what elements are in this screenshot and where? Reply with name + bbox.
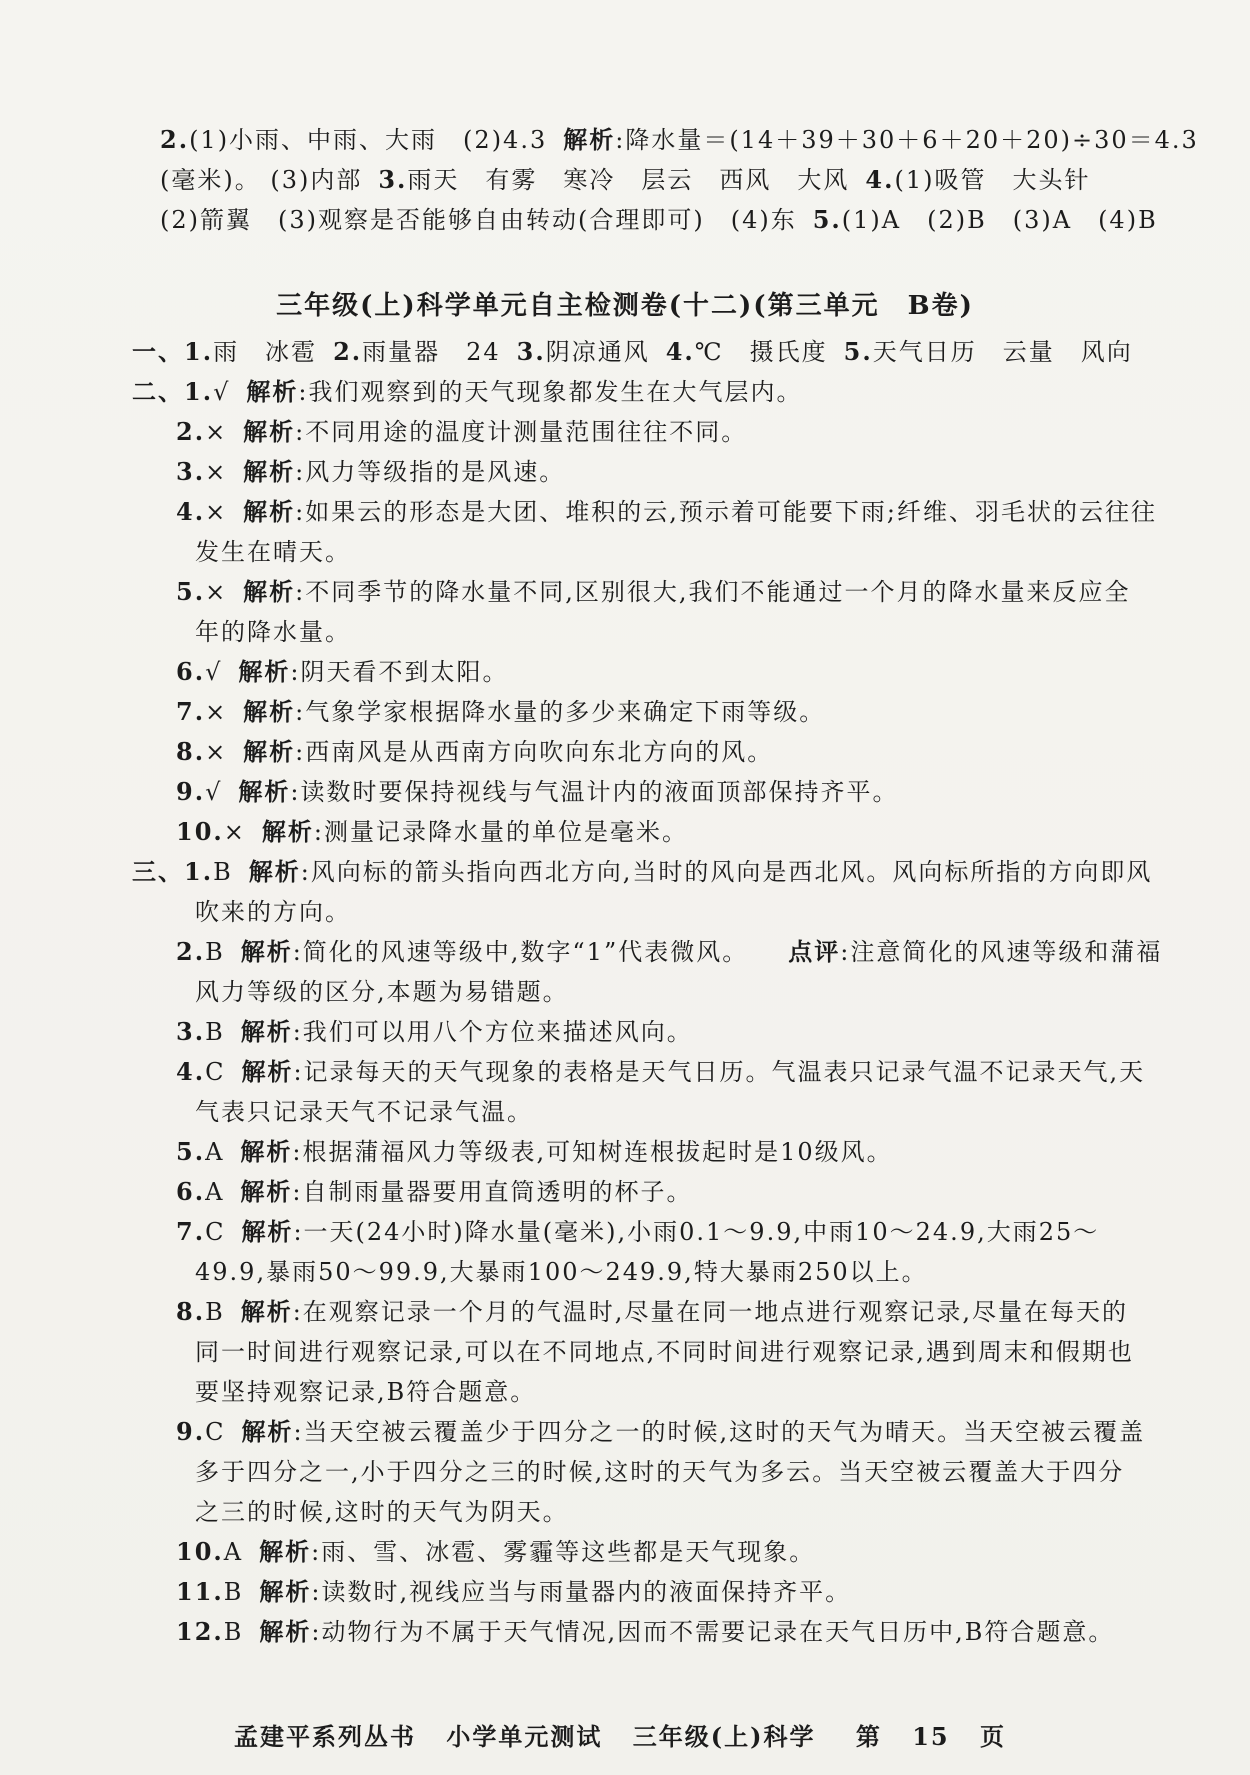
question-number: 5. — [843, 337, 873, 366]
analysis-label: 解析 — [259, 1537, 312, 1566]
analysis-text: :一天(24小时)降水量(毫米),小雨0.1～9.9,中雨10～24.9,大雨25～ — [293, 1218, 1100, 1246]
section1-line — [132, 332, 1133, 372]
section3-item-9-cont: 多于四分之一,小于四分之三的时候,这时的天气为多云。当天空被云覆盖大于四分 — [195, 1458, 1125, 1486]
answer-text: 天气日历 云量 风向 — [872, 338, 1133, 366]
analysis-text: :当天空被云覆盖少于四分之一的时候,这时的天气为晴天。当天空被云覆盖 — [293, 1418, 1146, 1446]
page-number — [846, 1722, 1016, 1751]
section3-item-5 — [176, 1132, 893, 1172]
answer-mark: × — [205, 698, 228, 726]
analysis-label: 解析 — [238, 777, 291, 806]
answer-mark: C — [205, 1218, 226, 1246]
question-number: 9. — [176, 777, 206, 806]
section3-item-8 — [176, 1292, 1128, 1332]
top-line-3 — [160, 200, 1158, 240]
answer-text: 雨天 有雾 寒冷 层云 西风 大风 — [407, 166, 850, 194]
section3-item-9 — [176, 1412, 1145, 1452]
analysis-label: 解析 — [243, 457, 296, 486]
analysis-text: :西南风是从西南方向吹向东北方向的风。 — [295, 738, 774, 766]
analysis-text: :不同用途的温度计测量范围往往不同。 — [295, 418, 748, 446]
analysis-text: :自制雨量器要用直筒透明的杯子。 — [292, 1178, 693, 1206]
question-number: 2. — [176, 937, 206, 966]
section3-item-8-cont2: 要坚持观察记录,B符合题意。 — [195, 1378, 537, 1406]
answer-mark: A — [205, 1138, 225, 1166]
section3-item-2-cont: 风力等级的区分,本题为易错题。 — [195, 978, 569, 1006]
section2-item-2 — [176, 412, 747, 452]
section3-item-9-cont2: 之三的时候,这时的天气为阴天。 — [195, 1498, 569, 1526]
analysis-label: 解析 — [243, 497, 296, 526]
question-number: 4. — [665, 337, 695, 366]
answer-mark: √ — [205, 778, 223, 806]
answer-mark: × — [205, 498, 228, 526]
question-number: 8. — [176, 1297, 206, 1326]
section3-item-3 — [176, 1012, 693, 1052]
answer-mark: × — [205, 418, 228, 446]
analysis-text: :我们可以用八个方位来描述风向。 — [292, 1018, 693, 1046]
analysis-label: 解析 — [259, 1577, 312, 1606]
analysis-label: 解析 — [243, 417, 296, 446]
question-number: 5. — [812, 205, 842, 234]
analysis-text: :动物行为不属于天气情况,因而不需要记录在天气日历中,B符合题意。 — [311, 1618, 1115, 1646]
answer-text: 雨 冰雹 — [213, 338, 318, 366]
section2-item-9 — [176, 772, 898, 812]
answer-text: (毫米)。 (3)内部 — [160, 166, 363, 194]
question-number: 11. — [176, 1577, 224, 1606]
analysis-text: :阴天看不到太阳。 — [290, 658, 509, 686]
analysis-text: :测量记录降水量的单位是毫米。 — [313, 818, 688, 846]
answer-mark: √ — [213, 378, 231, 406]
page-prefix: 第 — [855, 1722, 882, 1751]
analysis-label: 解析 — [241, 1417, 294, 1446]
comment-label: 点评 — [788, 937, 841, 966]
question-number: 7. — [176, 1217, 206, 1246]
section2-item-5-cont: 年的降水量。 — [195, 618, 351, 646]
question-number: 10. — [176, 817, 224, 846]
section3-item-11 — [176, 1572, 851, 1612]
analysis-label: 解析 — [240, 1297, 293, 1326]
section3-item-10 — [176, 1532, 815, 1572]
analysis-label: 解析 — [240, 1017, 293, 1046]
question-number: 5. — [176, 577, 206, 606]
answer-mark: B — [205, 1018, 225, 1046]
section3-item-6 — [176, 1172, 693, 1212]
answer-mark: × — [205, 738, 228, 766]
section2-item-4 — [176, 492, 1157, 532]
question-number: 12. — [176, 1617, 224, 1646]
analysis-text: :风向标的箭头指向西北方向,当时的风向是西北风。风向标所指的方向即风 — [300, 858, 1153, 886]
analysis-text: :不同季节的降水量不同,区别很大,我们不能通过一个月的降水量来反应全 — [295, 578, 1131, 606]
question-number: 4. — [176, 497, 206, 526]
question-number: 3. — [378, 165, 408, 194]
comment-text: :注意简化的风速等级和蒲福 — [840, 938, 1163, 966]
analysis-text: :如果云的形态是大团、堆积的云,预示着可能要下雨;纤维、羽毛状的云往往 — [295, 498, 1157, 526]
answer-mark: B — [205, 938, 225, 966]
answer-text: 阴凉通风 — [545, 338, 650, 366]
analysis-text: :雨、雪、冰雹、雾霾等这些都是天气现象。 — [311, 1538, 816, 1566]
section3-item-8-cont: 同一时间进行观察记录,可以在不同地点,不同时间进行观察记录,遇到周末和假期也 — [195, 1338, 1134, 1366]
analysis-text: :读数时要保持视线与气温计内的液面顶部保持齐平。 — [290, 778, 899, 806]
question-number: 2. — [160, 125, 190, 154]
analysis-text: :降水量＝(14＋39＋30＋6＋20＋20)÷30＝4.3 — [615, 126, 1199, 154]
answer-text: 雨量器 24 — [362, 338, 501, 366]
question-number: 3. — [516, 337, 546, 366]
section3-item-1 — [132, 852, 1152, 892]
page-suffix: 页 — [979, 1722, 1006, 1751]
section3-item-1-cont: 吹来的方向。 — [195, 898, 351, 926]
analysis-text: :根据蒲福风力等级表,可知树连根拔起时是10级风。 — [292, 1138, 893, 1166]
answer-text: ℃ 摄氏度 — [694, 338, 828, 366]
analysis-text: :我们观察到的天气现象都发生在大气层内。 — [298, 378, 803, 406]
section2-item-7 — [176, 692, 825, 732]
section2-item-10 — [176, 812, 688, 852]
analysis-label: 解析 — [248, 857, 301, 886]
analysis-label: 解析 — [259, 1617, 312, 1646]
answer-mark: × — [205, 578, 228, 606]
page-footer — [0, 1720, 1250, 1754]
question-number: 三、1. — [132, 857, 214, 886]
answer-text: (1)吸管 大头针 — [894, 166, 1091, 194]
answer-mark: B — [223, 1618, 244, 1646]
subject-name: 三年级(上)科学 — [632, 1722, 816, 1751]
section-title: 三年级(上)科学单元自主检测卷(十二)(第三单元 B卷) — [276, 291, 974, 321]
analysis-label: 解析 — [241, 1057, 294, 1086]
section3-item-7-cont: 49.9,暴雨50～99.9,大暴雨100～249.9,特大暴雨250以上。 — [195, 1258, 928, 1286]
series-name: 孟建平系列丛书 — [234, 1722, 417, 1751]
answer-text: (2)箭翼 (3)观察是否能够自由转动(合理即可) (4)东 — [160, 206, 797, 234]
top-line-1 — [160, 120, 1199, 160]
question-number: 一、1. — [132, 337, 214, 366]
analysis-label: 解析 — [243, 697, 296, 726]
section3-item-4 — [176, 1052, 1145, 1092]
answer-mark: B — [205, 1298, 225, 1326]
question-number: 二、1. — [132, 377, 214, 406]
analysis-label: 解析 — [240, 1137, 293, 1166]
analysis-label: 解析 — [238, 657, 291, 686]
section3-item-4-cont: 气表只记录天气不记录气温。 — [195, 1098, 533, 1126]
question-number: 10. — [176, 1537, 224, 1566]
section3-item-2 — [176, 932, 1162, 972]
answer-mark: × — [205, 458, 228, 486]
question-number: 8. — [176, 737, 206, 766]
section3-item-12 — [176, 1612, 1114, 1652]
answer-mark: C — [205, 1058, 226, 1086]
answer-mark: C — [205, 1418, 226, 1446]
question-number: 2. — [333, 337, 363, 366]
analysis-label: 解析 — [240, 1177, 293, 1206]
analysis-label: 解析 — [241, 1217, 294, 1246]
analysis-text: :读数时,视线应当与雨量器内的液面保持齐平。 — [311, 1578, 852, 1606]
answer-mark: B — [213, 858, 233, 886]
question-number: 4. — [176, 1057, 206, 1086]
question-number: 9. — [176, 1417, 206, 1446]
analysis-label: 解析 — [243, 577, 296, 606]
answer-mark: √ — [205, 658, 223, 686]
section3-item-7 — [176, 1212, 1099, 1252]
analysis-label: 解析 — [243, 737, 296, 766]
section2-item-6 — [176, 652, 508, 692]
answer-mark: × — [223, 818, 246, 846]
section2-item-5 — [176, 572, 1131, 612]
question-number: 6. — [176, 1177, 206, 1206]
section2-item-4-cont: 发生在晴天。 — [195, 538, 351, 566]
question-number: 2. — [176, 417, 206, 446]
top-line-2 — [160, 160, 1090, 200]
analysis-text: :简化的风速等级中,数字“1”代表微风。 — [292, 938, 749, 966]
question-number: 4. — [865, 165, 895, 194]
section2-item-3 — [176, 452, 565, 492]
answer-mark: A — [223, 1538, 244, 1566]
page-num: 15 — [912, 1722, 950, 1751]
section2-item-8 — [176, 732, 773, 772]
answer-text: (1)A (2)B (3)A (4)B — [841, 206, 1158, 234]
book-name: 小学单元测试 — [446, 1722, 603, 1751]
question-number: 7. — [176, 697, 206, 726]
question-number: 3. — [176, 1017, 206, 1046]
section2-item-1 — [132, 372, 802, 412]
analysis-label: 解析 — [261, 817, 314, 846]
answer-mark: B — [223, 1578, 244, 1606]
question-number: 6. — [176, 657, 206, 686]
analysis-label: 解析 — [240, 937, 293, 966]
analysis-label: 解析 — [563, 125, 616, 154]
analysis-text: :气象学家根据降水量的多少来确定下雨等级。 — [295, 698, 826, 726]
answer-text: (1)小雨、中雨、大雨 (2)4.3 — [189, 126, 548, 154]
question-number: 3. — [176, 457, 206, 486]
question-number: 5. — [176, 1137, 206, 1166]
analysis-label: 解析 — [246, 377, 299, 406]
analysis-text: :在观察记录一个月的气温时,尽量在同一地点进行观察记录,尽量在每天的 — [292, 1298, 1129, 1326]
analysis-text: :风力等级指的是风速。 — [295, 458, 566, 486]
analysis-text: :记录每天的天气现象的表格是天气日历。气温表只记录气温不记录天气,天 — [293, 1058, 1146, 1086]
answer-mark: A — [205, 1178, 225, 1206]
